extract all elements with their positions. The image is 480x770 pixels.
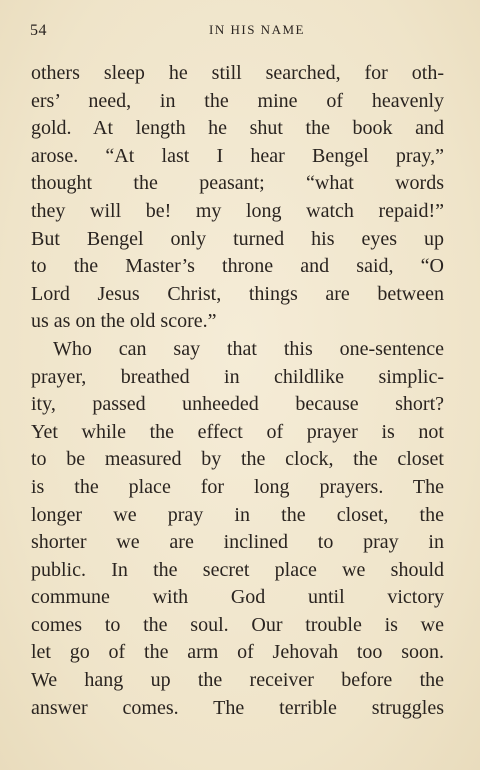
page-header bbox=[30, 20, 444, 42]
text-line: prayer, breathed in childlike simplic- bbox=[31, 365, 444, 388]
text-line: is the place for long prayers. The bbox=[31, 475, 444, 498]
text-line: to the Master’s throne and said, “O bbox=[31, 255, 444, 278]
text-line: Yet while the effect of prayer is not bbox=[31, 420, 444, 443]
text-line: We hang up the receiver before the bbox=[31, 669, 444, 692]
page-number: 54 bbox=[30, 22, 47, 39]
running-head: IN HIS NAME bbox=[209, 22, 305, 37]
text-line: let go of the arm of Jehovah too soon. bbox=[31, 641, 444, 664]
text-line: arose. “At last I hear Bengel pray,” bbox=[31, 144, 444, 167]
text-line: answer comes. The terrible struggles bbox=[31, 696, 444, 719]
text-line: ers’ need, in the mine of heavenly bbox=[31, 89, 444, 112]
text-line: comes to the soul. Our trouble is we bbox=[31, 613, 444, 636]
text-line: longer we pray in the closet, the bbox=[31, 503, 444, 526]
text-line: public. In the secret place we should bbox=[31, 558, 444, 581]
text-line: commune with God until victory bbox=[31, 586, 444, 609]
text-line: to be measured by the clock, the closet bbox=[31, 448, 444, 471]
paragraph-end-line: us as on the old score.” bbox=[31, 310, 217, 333]
paragraph-start-line: Who can say that this one-sentence bbox=[53, 337, 444, 360]
body-text bbox=[31, 60, 444, 722]
text-line: thought the peasant; “what words bbox=[31, 172, 444, 195]
text-line: gold. At length he shut the book and bbox=[31, 117, 444, 140]
text-line: others sleep he still searched, for oth- bbox=[31, 62, 444, 84]
text-line: But Bengel only turned his eyes up bbox=[31, 227, 444, 250]
text-line: they will be! my long watch repaid!” bbox=[31, 199, 444, 222]
text-line: shorter we are inclined to pray in bbox=[31, 531, 444, 554]
text-line: ity, passed unheeded because short? bbox=[31, 393, 444, 416]
text-line: Lord Jesus Christ, things are between bbox=[31, 282, 444, 305]
